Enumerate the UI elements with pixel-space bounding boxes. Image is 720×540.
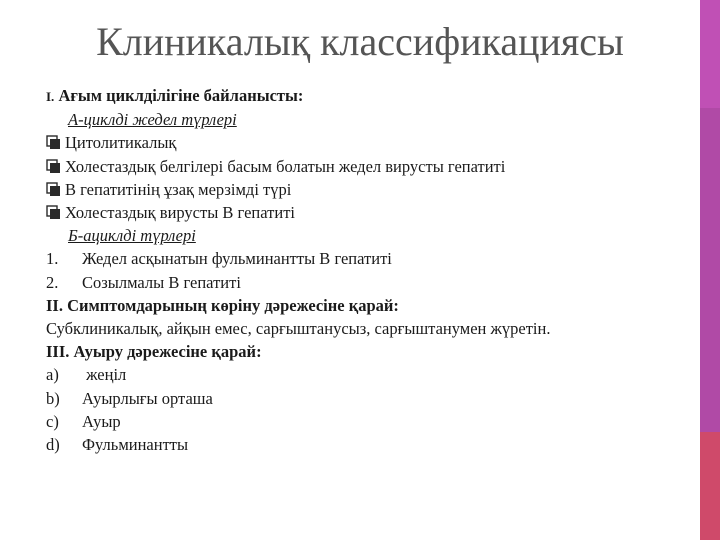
subheading-b: Б-ациклді түрлері — [68, 226, 196, 246]
lettered-item — [46, 387, 686, 410]
lettered-item-text: Фульминантты — [82, 435, 189, 455]
numbered-item-text: Созылмалы В гепатиті — [82, 272, 241, 292]
lettered-item-marker: d) — [46, 435, 60, 455]
section1-heading — [46, 84, 686, 108]
numbered-item-marker: 1. — [46, 249, 59, 269]
subheading-a: А-циклді жедел түрлері — [68, 110, 237, 130]
bullet-item — [46, 155, 686, 178]
lettered-item-text: жеңіл — [82, 365, 127, 385]
lettered-item — [46, 410, 686, 433]
lettered-item — [46, 433, 686, 456]
lettered-item-text: Ауырлығы орташа — [82, 388, 213, 408]
bullet-item-text: Цитолитикалық — [65, 133, 177, 153]
section1-heading-text: Ағым циклділігіне байланысты: — [54, 86, 304, 105]
lettered-item-marker: b) — [46, 388, 60, 408]
lettered-list — [46, 363, 686, 456]
numbered-item-text: Жедел асқынатын фульминантты В гепатиті — [82, 249, 392, 269]
bullet-item — [46, 131, 686, 154]
slide-content — [46, 84, 686, 456]
checkbox-bullet-icon — [46, 156, 62, 170]
section2-heading: II. Симптомдарының көріну дәрежесіне қарай: — [46, 295, 399, 315]
checkbox-bullet-icon — [46, 202, 62, 216]
side-accent-bar-segment — [700, 0, 720, 108]
checkbox-bullet-icon — [46, 132, 62, 146]
section2-text: Субклиникалық, айқын емес, сарғыштанусыз, сарғыштанумен жүретін. — [46, 319, 551, 339]
checkbox-bullet-icon — [46, 179, 62, 193]
slide-title: Клиникалық классификациясы — [96, 19, 624, 64]
bullet-list — [46, 131, 686, 224]
section1-roman: I. — [46, 89, 55, 104]
bullet-item-text: Холестаздық вирусты В гепатиті — [65, 203, 295, 223]
numbered-item — [46, 247, 686, 270]
numbered-item-marker: 2. — [46, 272, 59, 292]
bullet-item — [46, 178, 686, 201]
lettered-item-marker: c) — [46, 411, 59, 431]
bullet-item-text: В гепатитінің ұзақ мерзімді түрі — [65, 179, 292, 199]
numbered-list — [46, 247, 686, 293]
side-accent-bar-bottom — [700, 432, 720, 540]
lettered-item-text: Ауыр — [82, 411, 121, 431]
lettered-item-marker: a) — [46, 365, 59, 385]
bullet-item — [46, 201, 686, 224]
section3-heading: III. Ауыру дәрежесіне қарай: — [46, 342, 262, 362]
lettered-item — [46, 363, 686, 386]
bullet-item-text: Холестаздық белгілері басым болатын жедел вирусты гепатиті — [65, 156, 506, 176]
numbered-item — [46, 271, 686, 294]
